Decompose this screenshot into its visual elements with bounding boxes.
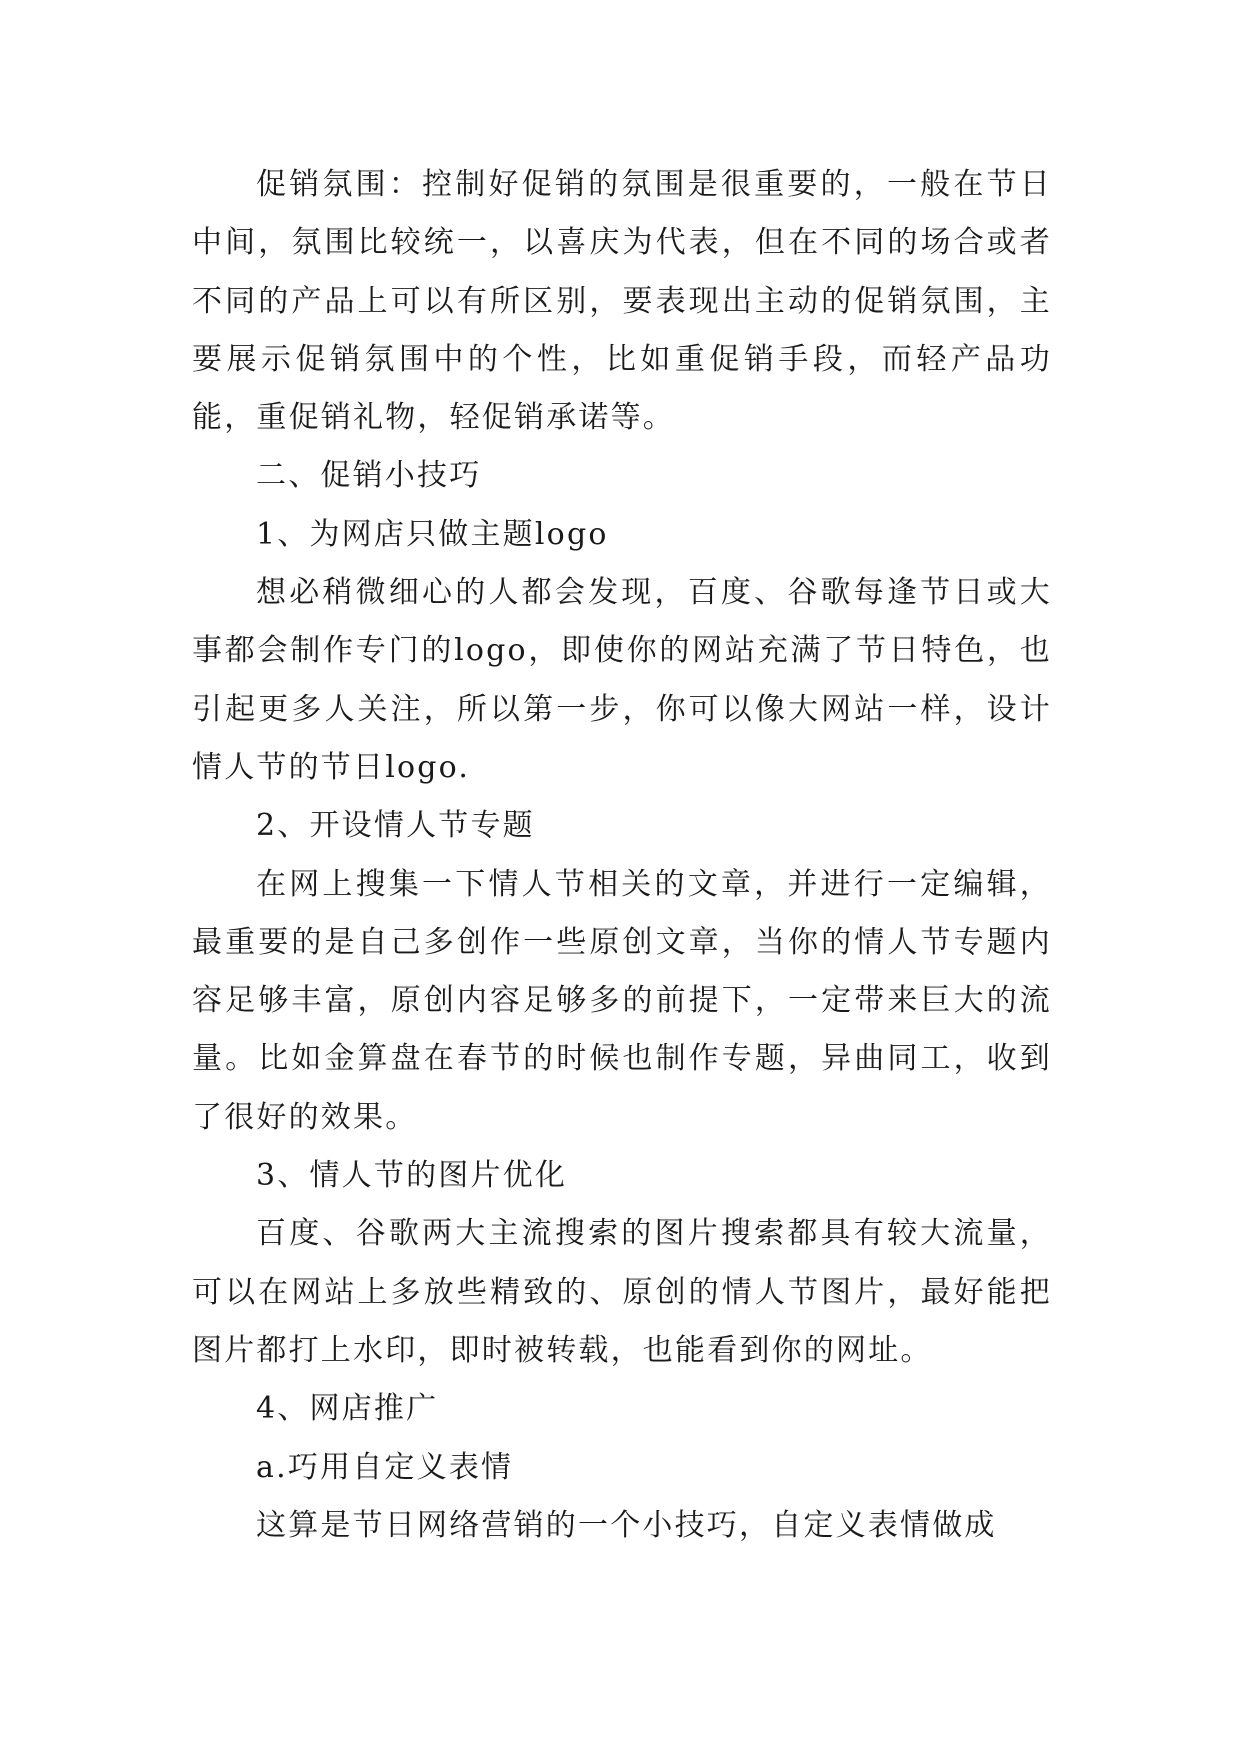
subheading-image-optimization: 3、情人节的图片优化 bbox=[256, 1158, 568, 1194]
paragraph-promo-atmosphere: 促销氛围：控制好促销的氛围是很重要的，一般在节日中间，氛围比较统一，以喜庆为代表，但在不同的场合或者不同的产品上可以有所区别，要表现出主动的促销氛围，主要展示促销氛围中的个性，比如重促销手段，而轻产品功能，重促销礼物，轻促销承诺等。 bbox=[192, 167, 1052, 436]
subheading-theme-logo: 1、为网店只做主题logo bbox=[256, 516, 609, 552]
paragraph-theme-logo: 想必稍微细心的人都会发现，百度、谷歌每逢节日或大事都会制作专门的logo，即使你的网站充满了节日特色，也引起更多人关注，所以第一步，你可以像大网站一样，设计情人节的节日logo. bbox=[192, 575, 1052, 785]
paragraph-valentine-topic: 在网上搜集一下情人节相关的文章，并进行一定编辑，最重要的是自己多创作一些原创文章，当你的情人节专题内容足够丰富，原创内容足够多的前提下，一定带来巨大的流量。比如金算盘在春节的时候也制作专题，异曲同工，收到了很好的效果。 bbox=[192, 866, 1052, 1135]
paragraph-image-optimization: 百度、谷歌两大主流搜索的图片搜索都具有较大流量，可以在网站上多放些精致的、原创的情人节图片，最好能把图片都打上水印，即时被转载，也能看到你的网址。 bbox=[192, 1216, 1052, 1368]
document-page bbox=[192, 156, 1052, 1555]
section-heading-promo-tips: 二、促销小技巧 bbox=[256, 458, 482, 494]
paragraph-custom-emoticons: 这算是节日网络营销的一个小技巧，自定义表情做成 bbox=[256, 1507, 997, 1543]
subheading-custom-emoticons: a.巧用自定义表情 bbox=[256, 1449, 514, 1485]
subheading-shop-promotion: 4、网店推广 bbox=[256, 1391, 439, 1427]
subheading-valentine-topic: 2、开设情人节专题 bbox=[256, 808, 535, 844]
